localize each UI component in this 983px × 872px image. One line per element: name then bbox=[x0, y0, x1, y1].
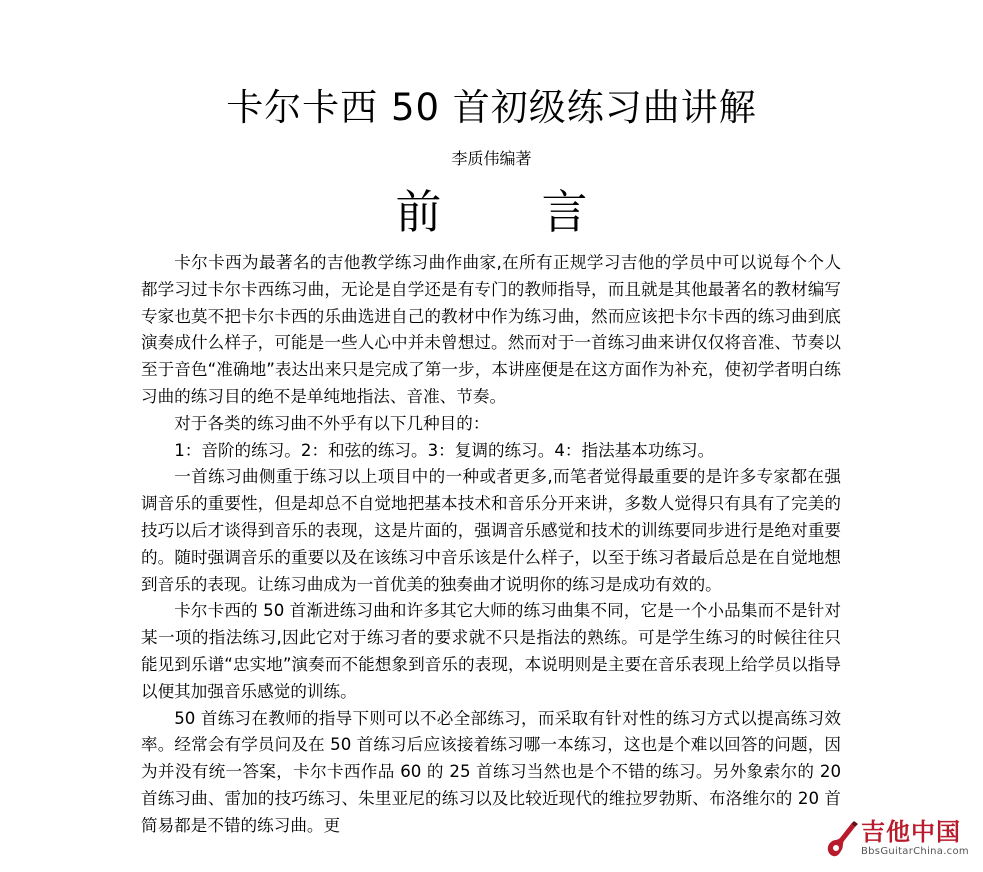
watermark-url: BbsGuitarChina.com bbox=[861, 846, 969, 857]
paragraph: 卡尔卡西为最著名的吉他教学练习曲作曲家,在所有正规学习吉他的学员中可以说每个个人都学习过卡尔卡西练习曲，无论是自学还是有专门的教师指导，而且就是其他最著名的教材编写专家也莫不把卡尔卡西的乐曲选进自己的教材中作为练习曲，然而应该把卡尔卡西的练习曲到底演奏成什么样子，可能是一些人心中并未曾想过。然而对于一首练习曲来讲仅仅将音准、节奏以至于音色“准确地”表达出来只是完成了第一步，本讲座便是在这方面作为补充，使初学者明白练习曲的练习目的绝不是单纯地指法、音准、节奏。 bbox=[141, 253, 841, 406]
document-title: 卡尔卡西 50 首初级练习曲讲解 bbox=[226, 86, 757, 129]
watermark-logo bbox=[825, 818, 975, 862]
author-line: 李质伟编著 bbox=[451, 149, 532, 168]
watermark-text: 吉他中国 bbox=[861, 818, 961, 846]
paragraph: 对于各类的练习曲不外乎有以下几种目的： bbox=[174, 413, 490, 433]
paragraph: 卡尔卡西的 50 首渐进练习曲和许多其它大师的练习曲集不同，它是一个小品集而不是针对某一项的指法练习,因此它对于练习者的要求就不只是指法的熟练。可是学生练习的时候往往只能见到乐谱“忠实地”演奏而不能想象到音乐的表现，本说明则是主要在音乐表现上给学员以指导以便其加强音乐感觉的训练。 bbox=[141, 601, 841, 701]
guitar-icon bbox=[825, 820, 859, 860]
document-body bbox=[141, 250, 841, 840]
preface-char-1: 前 bbox=[395, 185, 442, 239]
paragraph: 1：音阶的练习。2：和弦的练习。3：复调的练习。4：指法基本功练习。 bbox=[174, 440, 715, 460]
preface-heading bbox=[0, 182, 983, 242]
paragraph: 一首练习曲侧重于练习以上项目中的一种或者更多,而笔者觉得最重要的是许多专家都在强调音乐的重要性，但是却总不自觉地把基本技术和音乐分开来讲，多数人觉得只有具有了完美的技巧以后才谈得到音乐的表现，这是片面的，强调音乐感觉和技术的训练要同步进行是绝对重要的。随时强调音乐的重要以及在该练习中音乐该是什么样子，以至于练习者最后总是在自觉地想到音乐的表现。让练习曲成为一首优美的独奏曲才说明你的练习是成功有效的。 bbox=[141, 467, 841, 594]
preface-char-2: 言 bbox=[541, 185, 588, 239]
paragraph: 50 首练习在教师的指导下则可以不必全部练习，而采取有针对性的练习方式以提高练习效率。经常会有学员问及在 50 首练习后应该接着练习哪一本练习，这也是个难以回答的问题，因为并没有统一答案，卡尔卡西作品 60 的 25 首练习当然也是个不错的练习。另外象索尔的 20 首练习曲、雷加的技巧练习、朱里亚尼的练习以及比较近现代的维拉罗勃斯、布洛维尔的 20 首简易都是不错的练习曲。更 bbox=[141, 708, 841, 835]
